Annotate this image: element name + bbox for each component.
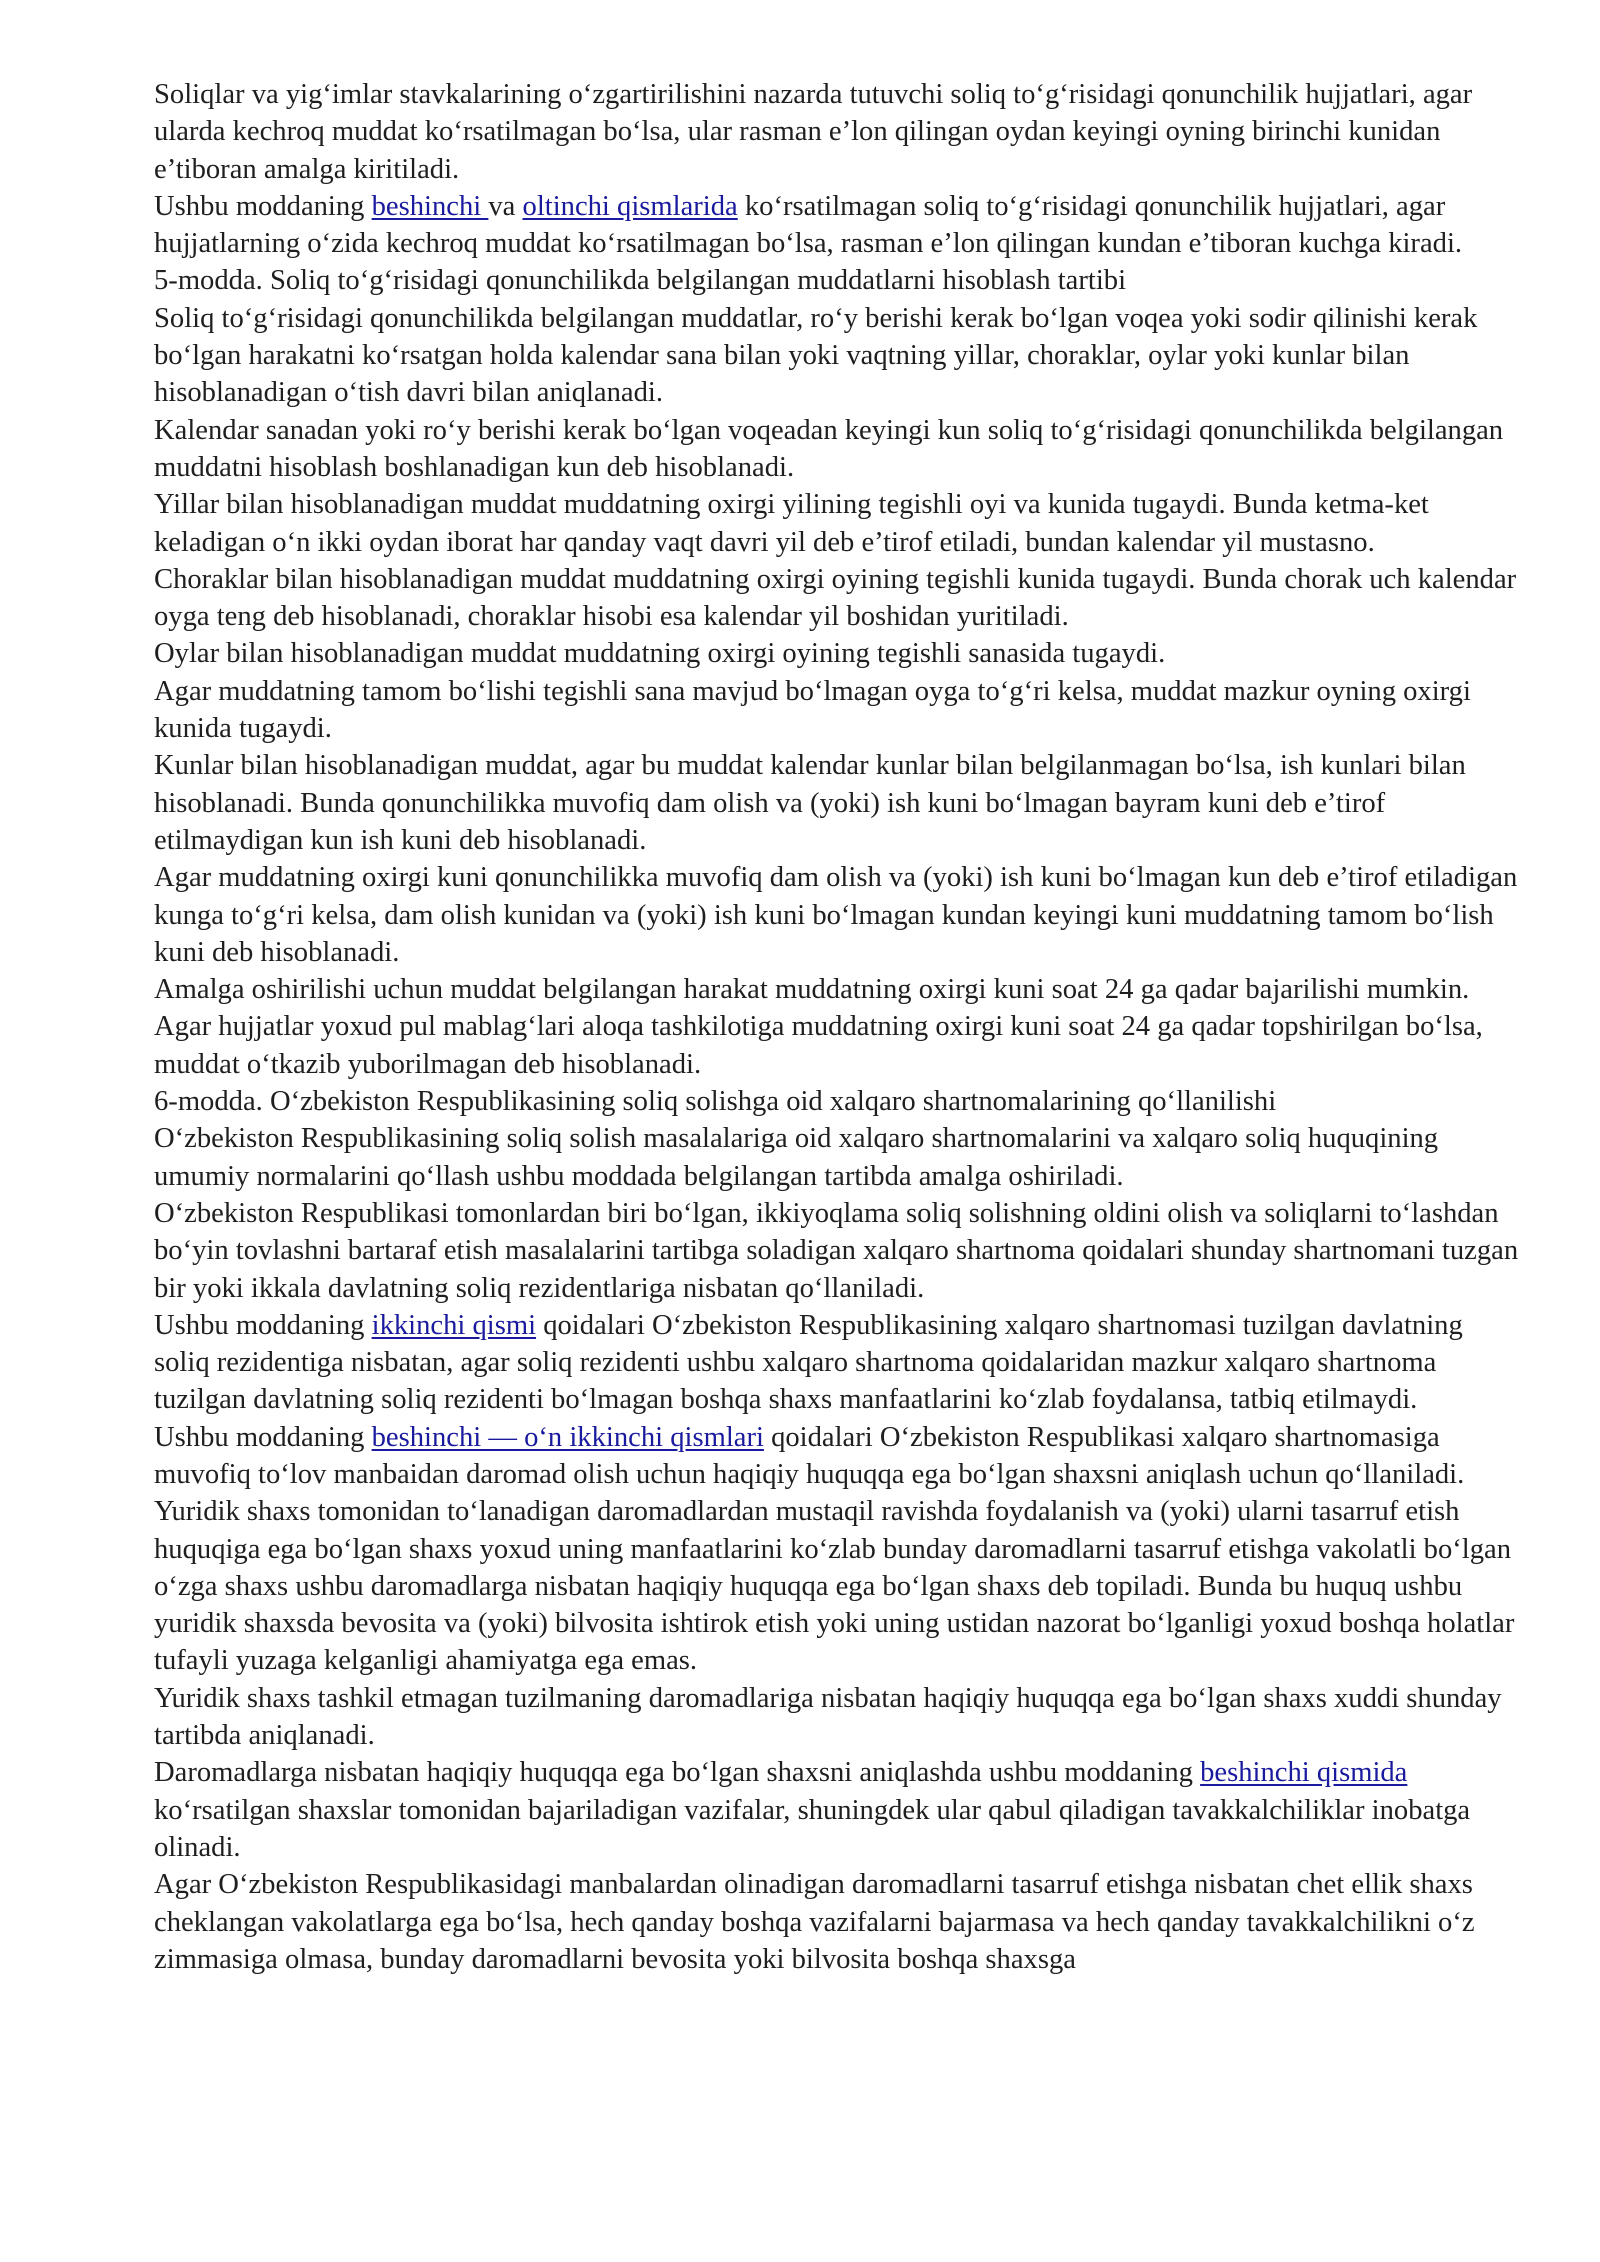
paragraph-text: va (488, 190, 523, 222)
paragraph-text: Ushbu moddaning (154, 1309, 372, 1341)
document-paragraph (154, 1008, 1520, 1083)
document-paragraph (154, 1866, 1520, 1978)
paragraph-text: 6-modda. O‘zbekiston Respublikasining soliq solishga oid xalqaro shartnomalarining qo‘llanilishi (154, 1086, 1277, 1118)
paragraph-text: Agar O‘zbekiston Respublikasidagi manbalardan olinadigan daromadlarni tasarruf etishga nisbatan chet ellik shaxs cheklangan vakolatlarga ega bo‘lsa, hech qanday boshqa vazifalarni bajarmasa va hech qanday tavakkalchilikni o‘z zimmasiga olmasa, bunday daromadlarni bevosita yoki bilvosita boshqa shaxsga (154, 1869, 1475, 1975)
paragraph-text: Soliqlar va yig‘imlar stavkalarining o‘zgartirilishini nazarda tutuvchi soliq to‘g‘risidagi qonunchilik hujjatlari, agar ularda kechroq muddat ko‘rsatilmagan bo‘lsa, ular rasman e’lon qilingan oydan keyingi oyning birinchi kunidan e’tiboran amalga kiritiladi. (154, 79, 1473, 185)
document-paragraph (154, 1419, 1520, 1494)
paragraph-text: qoidalari O‘zbekiston Respublikasi xalqaro shartnomasiga muvofiq to‘lov manbaidan daromad olish uchun haqiqiy huquqqa ega bo‘lgan shaxsni aniqlash uchun qo‘llaniladi. (154, 1421, 1465, 1490)
document-paragraph (154, 486, 1520, 561)
paragraph-text: Agar muddatning tamom bo‘lishi tegishli sana mavjud bo‘lmagan oyga to‘g‘ri kelsa, muddat mazkur oyning oxirgi kunida tugaydi. (154, 675, 1471, 745)
paragraph-text: Choraklar bilan hisoblanadigan muddat muddatning oxirgi oyining tegishli kunida tugaydi. Bunda chorak uch kalendar oyga teng deb hisoblanadi, choraklar hisobi esa kalendar yil boshidan yuritiladi. (154, 563, 1517, 633)
paragraph-text: Agar hujjatlar yoxud pul mablag‘lari aloqa tashkilotiga muddatning oxirgi kuni soat 24 ga qadar topshirilgan bo‘lsa, muddat o‘tkazib yuborilmagan deb hisoblanadi. (154, 1011, 1483, 1080)
document-paragraph (154, 747, 1520, 859)
document-paragraph (154, 673, 1520, 748)
document-paragraph (154, 76, 1520, 188)
paragraph-text: Yillar bilan hisoblanadigan muddat muddatning oxirgi yilining tegishli oyi va kunida tugaydi. Bunda ketma-ket keladigan o‘n ikki oydan iborat har qanday vaqt davri yil deb e’tirof etiladi, bundan kalendar yil mustasno. (154, 489, 1429, 558)
paragraph-text: Ushbu moddaning (154, 1421, 372, 1453)
paragraph-text: ko‘rsatilgan shaxslar tomonidan bajariladigan vazifalar, shuningdek ular qabul qiladigan tavakkalchiliklar inobatga olinadi. (154, 1794, 1471, 1863)
document-paragraph (154, 1680, 1520, 1755)
cross-reference-link[interactable]: beshinchi (371, 190, 489, 222)
document-paragraph (154, 412, 1520, 487)
paragraph-text: Oylar bilan hisoblanadigan muddat muddatning oxirgi oyining tegishli sanasida tugaydi. (154, 638, 1166, 670)
document-paragraph (154, 971, 1520, 1008)
document-paragraph (154, 300, 1520, 412)
document-paragraph (154, 1083, 1520, 1120)
document-paragraph (154, 635, 1520, 672)
document-paragraph (154, 1754, 1520, 1866)
paragraph-text: Daromadlarga nisbatan haqiqiy huquqqa ega bo‘lgan shaxsni aniqlashda ushbu moddaning (154, 1757, 1201, 1789)
paragraph-text: Ushbu moddaning (154, 190, 372, 222)
document-paragraph (154, 1120, 1520, 1195)
document-paragraph (154, 1307, 1520, 1419)
paragraph-text: Yuridik shaxs tashkil etmagan tuzilmaning daromadlariga nisbatan haqiqiy huquqqa ega bo‘lgan shaxs xuddi shunday tartibda aniqlanadi. (154, 1682, 1502, 1752)
paragraph-text: qoidalari O‘zbekiston Respublikasining xalqaro shartnomasi tuzilgan davlatning soliq rezidentiga nisbatan, agar soliq rezidenti ushbu xalqaro shartnoma qoidalaridan mazkur xalqaro shartnoma tuzilgan davlatning soliq rezidenti bo‘lmagan boshqa shaxs manfaatlarini ko‘zlab foydalansa, tatbiq etilmaydi. (154, 1309, 1463, 1416)
document-paragraph (154, 1493, 1520, 1679)
document-paragraph (154, 188, 1520, 263)
document-paragraph (154, 859, 1520, 971)
paragraph-text: Kalendar sanadan yoki ro‘y berishi kerak bo‘lgan voqeadan keyingi kun soliq to‘g‘risidagi qonunchilikda belgilangan muddatni hisoblash boshlanadigan kun deb hisoblanadi. (154, 414, 1504, 483)
paragraph-text: O‘zbekiston Respublikasi tomonlardan biri bo‘lgan, ikkiyoqlama soliq solishning oldini olish va soliqlarni to‘lashdan bo‘yin tovlashni bartaraf etish masalalarini tartibga soladigan xalqaro shartnoma qoidalari shunday shartnomani tuzgan bir yoki ikkala davlatning soliq rezidentlariga nisbatan qo‘llaniladi. (154, 1197, 1519, 1304)
cross-reference-link[interactable]: beshinchi — o‘n ikkinchi qismlari (371, 1421, 764, 1453)
paragraph-text: O‘zbekiston Respublikasining soliq solish masalalariga oid xalqaro shartnomalarini va xalqaro soliq huquqining umumiy normalarini qo‘llash ushbu moddada belgilangan tartibda amalga oshiriladi. (154, 1123, 1439, 1192)
paragraph-text: ko‘rsatilmagan soliq to‘g‘risidagi qonunchilik hujjatlari, agar hujjatlarning o‘zida kechroq muddat ko‘rsatilmagan bo‘lsa, rasman e’lon qilingan kundan e’tiboran kuchga kiradi. (154, 190, 1463, 260)
paragraph-text: Yuridik shaxs tomonidan to‘lanadigan daromadlardan mustaqil ravishda foydalanish va (yoki) ularni tasarruf etish huquqiga ega bo‘lgan shaxs yoxud uning manfaatlarini ko‘zlab bunday daromadlarni tasarruf etishga vakolatli bo‘lgan o‘zga shaxs ushbu daromadlarga nisbatan haqiqiy huquqqa ega bo‘lgan shaxs deb topiladi. Bunda bu huquq ushbu yuridik shaxsda bevosita va (yoki) bilvosita ishtirok etish yoki uning ustidan nazorat bo‘lganligi yoxud boshqa holatlar tufayli yuzaga kelganligi ahamiyatga ega emas. (154, 1496, 1515, 1677)
paragraph-text: Soliq to‘g‘risidagi qonunchilikda belgilangan muddatlar, ro‘y berishi kerak bo‘lgan voqea yoki sodir qilinishi kerak bo‘lgan harakatni ko‘rsatgan holda kalendar sana bilan yoki vaqtning yillar, choraklar, oylar yoki kunlar bilan hisoblanadigan o‘tish davri bilan aniqlanadi. (154, 302, 1478, 409)
cross-reference-link[interactable]: beshinchi qismida (1200, 1757, 1408, 1789)
paragraph-text: 5-modda. Soliq to‘g‘risidagi qonunchilikda belgilangan muddatlarni hisoblash tartibi (154, 265, 1127, 297)
paragraph-text: Amalga oshirilishi uchun muddat belgilangan harakat muddatning oxirgi kuni soat 24 ga qadar bajarilishi mumkin. (154, 974, 1470, 1006)
document-paragraph (154, 561, 1520, 636)
document-paragraph (154, 1195, 1520, 1307)
cross-reference-link[interactable]: ikkinchi qismi (371, 1309, 537, 1341)
document-paragraph (154, 262, 1520, 299)
paragraph-text: Kunlar bilan hisoblanadigan muddat, agar bu muddat kalendar kunlar bilan belgilanmagan bo‘lsa, ish kunlari bilan hisoblanadi. Bunda qonunchilikka muvofiq dam olish va (yoki) ish kuni bo‘lmagan bayram kuni deb e’tirof etilmaydigan kun ish kuni deb hisoblanadi. (154, 750, 1466, 856)
paragraph-text: Agar muddatning oxirgi kuni qonunchilikka muvofiq dam olish va (yoki) ish kuni bo‘lmagan kun deb e’tirof etiladigan kunga to‘g‘ri kelsa, dam olish kunidan va (yoki) ish kuni bo‘lmagan kundan keyingi kuni muddatning tamom bo‘lish kuni deb hisoblanadi. (154, 862, 1518, 968)
cross-reference-link[interactable]: oltinchi qismlarida (522, 190, 738, 222)
